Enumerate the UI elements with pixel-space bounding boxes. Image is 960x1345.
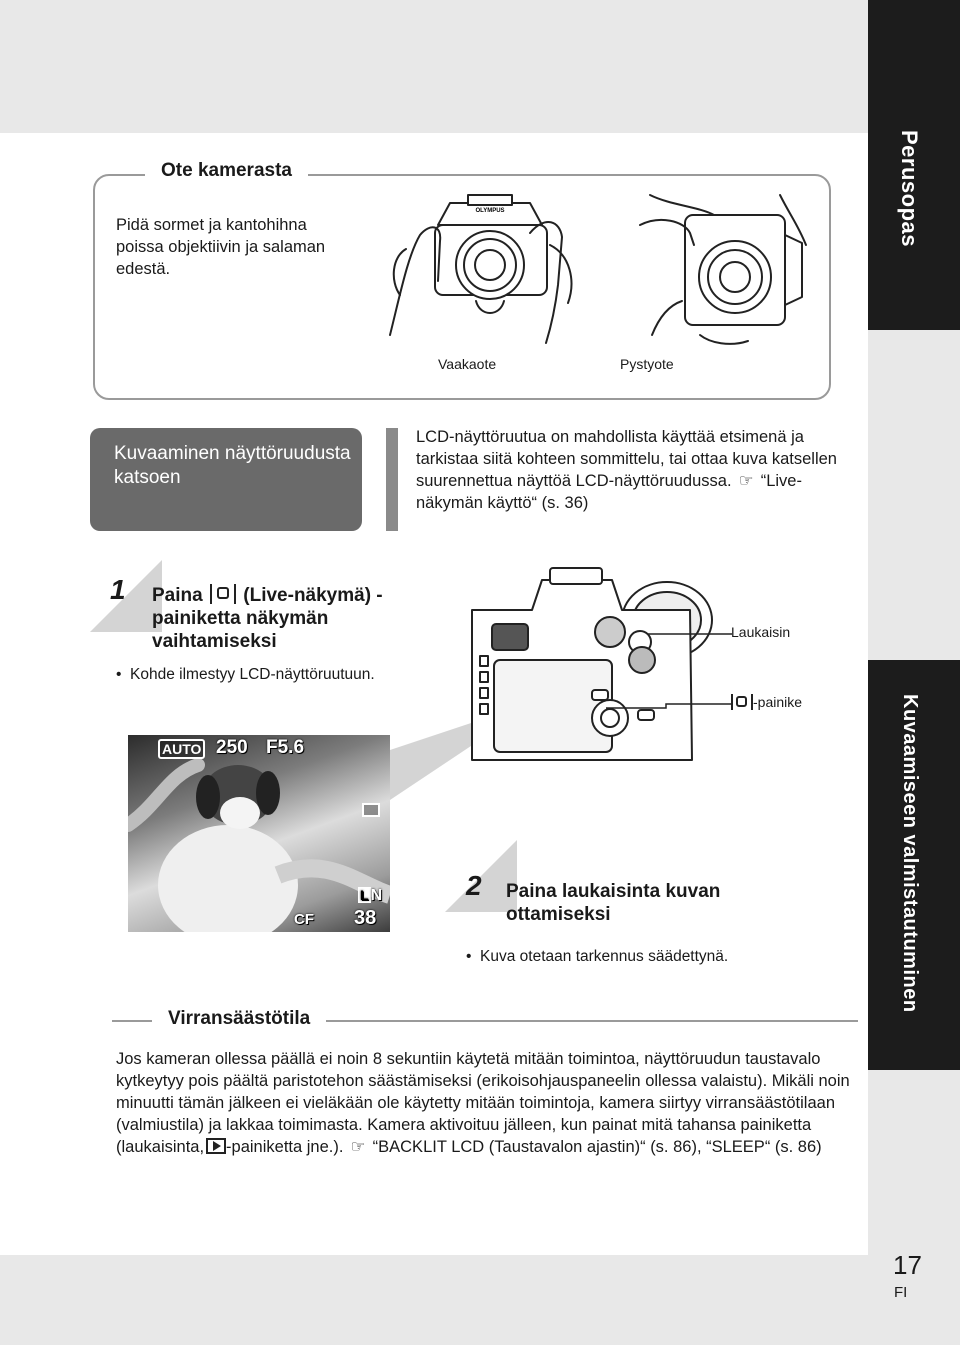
- reference-icon: ☞: [350, 1138, 366, 1156]
- sleep-text-1: Jos kameran ollessa päällä ei noin 8 sekuntiin käytetä mitään toimintoa, näyttöruudun taustavalo kytkeytyy pois päältä paristotehon säästämiseksi (erikoisohjauspaneelin ollessa valaistu). Mikäli noin minuutti tämän jälkeen ei vieläkään ole käytetty mitään toimintoja, kamera siirtyy virransäästötilaan (valmiustila) ja lakkaa toimimasta. Kamera aktivoituu jälleen, kun painat mitä tahansa painiketta (laukaisinta,: [116, 1050, 850, 1156]
- step2-bullet-text: Kuva otetaan tarkennus säädettynä.: [480, 948, 729, 965]
- step1-title-pre: Paina: [152, 585, 203, 606]
- holding-title: Ote kamerasta: [145, 160, 308, 182]
- liveview-callout-text: -painike: [753, 694, 803, 710]
- frames-remaining: 38: [354, 907, 377, 929]
- top-band: [0, 0, 868, 133]
- caption-vertical-grip: Pystyote: [620, 356, 674, 372]
- lcd-shooting-heading: Kuvaaminen näyttöruudusta katsoen: [90, 428, 362, 531]
- playback-button-icon: [206, 1138, 226, 1154]
- step1-number: 1: [110, 574, 126, 605]
- step1-bullet-text: Kohde ilmestyy LCD-näyttöruutuun.: [130, 666, 375, 683]
- sleep-text-2: -painiketta jne.).: [226, 1138, 344, 1156]
- sidebar-chapter-tab: [868, 0, 960, 330]
- vertical-grip-illustration: [630, 185, 820, 350]
- caption-horizontal-grip: Vaakaote: [438, 356, 497, 372]
- bullet-dot: •: [466, 948, 481, 965]
- step2-title: Paina laukaisinta kuvan ottamiseksi: [506, 881, 721, 925]
- aperture-value: F5.6: [266, 737, 305, 758]
- lcd-shooting-intro: [416, 426, 856, 514]
- intro-divider: [386, 428, 398, 531]
- shutter-value: 250: [216, 737, 248, 758]
- quality-indicator: [358, 887, 382, 905]
- liveview-button-icon: [210, 584, 236, 604]
- step1-title-post: (Live-näkymä) -painiketta näkymän vaihtamiseksi: [152, 585, 383, 652]
- intro-text: LCD-näyttöruutua on mahdollista käyttää etsimenä ja tarkistaa siitä kohteen sommittelu, tai ottaa kuva katsellen suurennettua näyttöä LCD-näyttöruudussa.: [416, 428, 837, 490]
- photo-illustration: [128, 735, 390, 932]
- chapter-label: Perusopas: [897, 130, 922, 247]
- sleep-paragraph: [116, 1048, 856, 1158]
- holding-text: Pidä sormet ja kantohihna poissa objektiivin ja salaman edestä.: [116, 216, 326, 278]
- mode-badge: [158, 739, 205, 759]
- intro-reference: “Live-näkymän käyttö“ (s. 36): [416, 472, 802, 512]
- bullet-dot: •: [116, 666, 131, 683]
- lens-brand-logo: OLYMPUS: [475, 208, 505, 214]
- sleep-text-3: “BACKLIT LCD (Taustavalon ajastin)“ (s. 86), “SLEEP“ (s. 86): [372, 1138, 822, 1156]
- step1-bullet: [116, 666, 375, 684]
- metering-icon: [362, 803, 380, 817]
- card-type: CF: [294, 911, 314, 928]
- horizontal-grip-illustration: [380, 185, 600, 350]
- quality-value: N: [370, 887, 383, 904]
- sleep-title: Virransäästötila: [152, 1008, 326, 1030]
- camera-back-illustration: [462, 560, 732, 785]
- liveview-button-callout: [731, 694, 802, 710]
- shutter-button-callout: Laukaisin: [731, 624, 791, 640]
- step2-number: 2: [466, 870, 482, 901]
- large-size-icon: L: [360, 887, 369, 903]
- bottom-band: [0, 1255, 868, 1345]
- language-code: FI: [894, 1284, 908, 1301]
- sidebar-section-tab: [868, 660, 960, 1070]
- page-number: 17: [893, 1250, 922, 1280]
- mode-value: AUTO: [162, 741, 202, 757]
- step1-title: [152, 584, 422, 653]
- step2-bullet: [466, 948, 728, 966]
- lcd-screen-photo: [128, 735, 390, 932]
- reference-icon: ☞: [738, 472, 754, 490]
- section-label: Kuvaamiseen valmistautuminen: [899, 694, 921, 1013]
- liveview-callout-icon: [731, 694, 753, 710]
